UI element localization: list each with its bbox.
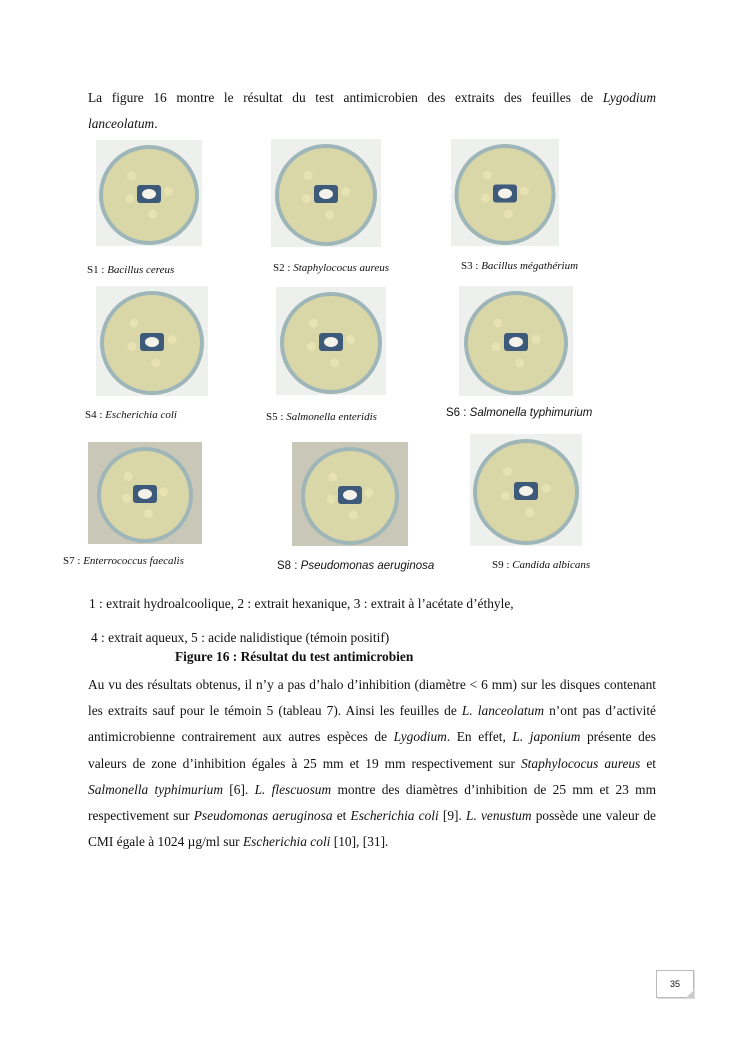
extract-disc — [364, 488, 373, 497]
caption-organism: Salmonella enteridis — [286, 411, 377, 423]
body-italic: Lygodium — [393, 729, 447, 745]
caption-prefix: S9 : — [492, 559, 513, 571]
inhibition-zone — [145, 337, 159, 347]
extract-disc — [309, 319, 318, 328]
caption-organism: Candida albicans — [512, 559, 591, 571]
extract-disc — [144, 509, 153, 518]
petri-dish-photo-s2 — [271, 139, 381, 247]
caption-prefix: S1 : — [87, 264, 108, 276]
extract-disc — [330, 358, 339, 367]
extract-disc — [520, 186, 529, 195]
body-text: . En effet, — [446, 729, 513, 745]
body-italic: L. lanceolatum — [461, 703, 544, 719]
petri-dish-photo-s9 — [470, 434, 582, 546]
body-italic: Staphylococus aureus — [520, 755, 641, 771]
petri-dish-photo-s5 — [276, 287, 386, 395]
figure-legend-line-1: 1 : extrait hydroalcoolique, 2 : extrait hexanique, 3 : extrait à l’acétate d’éthyle, — [89, 596, 514, 611]
extract-disc — [341, 187, 350, 196]
petri-dish-photo-s1 — [96, 140, 202, 246]
caption-s8 — [277, 560, 434, 572]
caption-s1 — [87, 264, 174, 276]
extract-disc — [328, 473, 337, 482]
caption-s4 — [85, 409, 177, 421]
extract-disc — [159, 487, 168, 496]
caption-s2 — [273, 262, 389, 274]
body-text: Au vu des résultats obtenus, il n’y a pas d’halo d’inhibition (diamètre < 6 mm) sur les disques contenant les extraits sauf pour le témoin 5 (tableau 7). Ainsi les feuilles de — [88, 677, 656, 719]
caption-s6 — [446, 407, 592, 419]
body-italic: L. japonium — [512, 729, 581, 745]
inhibition-zone — [142, 189, 156, 199]
extract-disc — [302, 194, 311, 203]
body-text: [9]. — [438, 808, 467, 824]
body-italic: Escherichia coli — [243, 834, 331, 850]
inhibition-zone — [324, 337, 338, 347]
extract-disc — [151, 359, 160, 368]
intro-text: La figure 16 montre le résultat du test antimicrobien des extraits des feuilles de — [88, 90, 603, 105]
body-text: montre des diamètres d’inhibition de 25 mm et 23 mm respectivement sur — [88, 781, 656, 824]
extract-disc — [504, 209, 513, 218]
extract-disc — [503, 467, 512, 476]
body-text: présente des valeurs de zone d’inhibition égales à 25 mm et 19 mm respectivement sur — [88, 729, 656, 771]
extract-disc — [164, 187, 173, 196]
caption-s3 — [461, 260, 578, 272]
caption-organism: Bacillus mégathérium — [481, 260, 579, 272]
caption-s7 — [63, 555, 184, 567]
page-curl-decoration — [686, 990, 694, 998]
caption-prefix: S2 : — [273, 262, 294, 274]
body-text: et — [332, 808, 351, 824]
extract-disc — [346, 335, 355, 344]
extract-disc — [122, 494, 131, 503]
extract-disc — [493, 318, 502, 327]
intro-line-2 — [88, 111, 656, 137]
extract-disc — [125, 194, 134, 203]
caption-prefix: S6 : — [446, 407, 470, 419]
body-italic: L. flescuosum — [254, 781, 332, 797]
caption-organism: Salmonella typhimurium — [469, 407, 593, 419]
caption-prefix: S8 : — [277, 560, 301, 572]
body-paragraph — [88, 672, 656, 855]
figure-legend-line-2: 4 : extrait aqueux, 5 : acide nalidistique (témoin positif) — [91, 630, 390, 645]
petri-dish-photo-s3 — [451, 139, 559, 246]
extract-disc — [304, 171, 313, 180]
inhibition-zone — [519, 486, 533, 496]
extract-disc — [148, 210, 157, 219]
extract-disc — [168, 335, 177, 344]
extract-disc — [542, 484, 551, 493]
petri-dish-photo-s4 — [96, 286, 208, 396]
caption-prefix: S4 : — [85, 409, 106, 421]
caption-organism: Pseudomonas aeruginosa — [300, 560, 435, 572]
caption-s9 — [492, 559, 590, 571]
extract-disc — [129, 318, 138, 327]
inhibition-zone — [498, 189, 512, 199]
petri-dish-photo-s6 — [459, 286, 573, 396]
extract-disc — [307, 342, 316, 351]
extract-disc — [327, 495, 336, 504]
extract-disc — [515, 359, 524, 368]
body-italic: Pseudomonas aeruginosa — [193, 808, 333, 824]
caption-organism: Staphylococus aureus — [293, 262, 390, 274]
extract-disc — [127, 342, 136, 351]
intro-paragraph — [88, 85, 656, 137]
intro-line-1 — [88, 85, 656, 111]
extract-disc — [525, 508, 534, 517]
caption-organism: Bacillus cereus — [107, 264, 175, 276]
caption-s5 — [266, 411, 377, 423]
extract-disc — [481, 194, 490, 203]
extract-disc — [349, 510, 358, 519]
caption-prefix: S5 : — [266, 411, 287, 423]
body-text: et — [640, 755, 656, 771]
extract-disc — [124, 472, 133, 481]
inhibition-zone — [319, 189, 333, 199]
page-number-text: 35 — [669, 979, 680, 989]
body-italic: L. venustum — [466, 808, 532, 824]
intro-end: . — [154, 116, 158, 131]
intro-genus: Lygodium — [602, 90, 656, 105]
body-italic: Salmonella typhimurium — [88, 781, 223, 797]
caption-organism: Escherichia coli — [105, 409, 177, 421]
inhibition-zone — [509, 337, 523, 347]
extract-disc — [491, 342, 500, 351]
inhibition-zone — [343, 490, 357, 500]
petri-dish-photo-s7 — [88, 442, 202, 544]
extract-disc — [501, 491, 510, 500]
figure-title: Figure 16 : Résultat du test antimicrobien — [175, 649, 414, 664]
body-text: possède une valeur de CMI égale à 1024 µg/ml sur — [88, 808, 656, 850]
caption-prefix: S7 : — [63, 555, 84, 567]
intro-species: lanceolatum — [88, 116, 155, 131]
extract-disc — [483, 171, 492, 180]
body-italic: Escherichia coli — [350, 808, 439, 824]
petri-dish-photo-s8 — [292, 442, 408, 546]
caption-prefix: S3 : — [461, 260, 482, 272]
extract-disc — [127, 171, 136, 180]
body-text: n’ont pas d’activité antimicrobienne contrairement aux autres espèces de — [88, 703, 656, 745]
extract-disc — [532, 335, 541, 344]
caption-organism: Enterrococcus faecalis — [83, 555, 184, 567]
body-text: [10], [31]. — [330, 834, 389, 850]
inhibition-zone — [138, 489, 152, 499]
body-text: [6]. — [223, 781, 255, 797]
extract-disc — [325, 210, 334, 219]
page-number — [656, 970, 694, 998]
